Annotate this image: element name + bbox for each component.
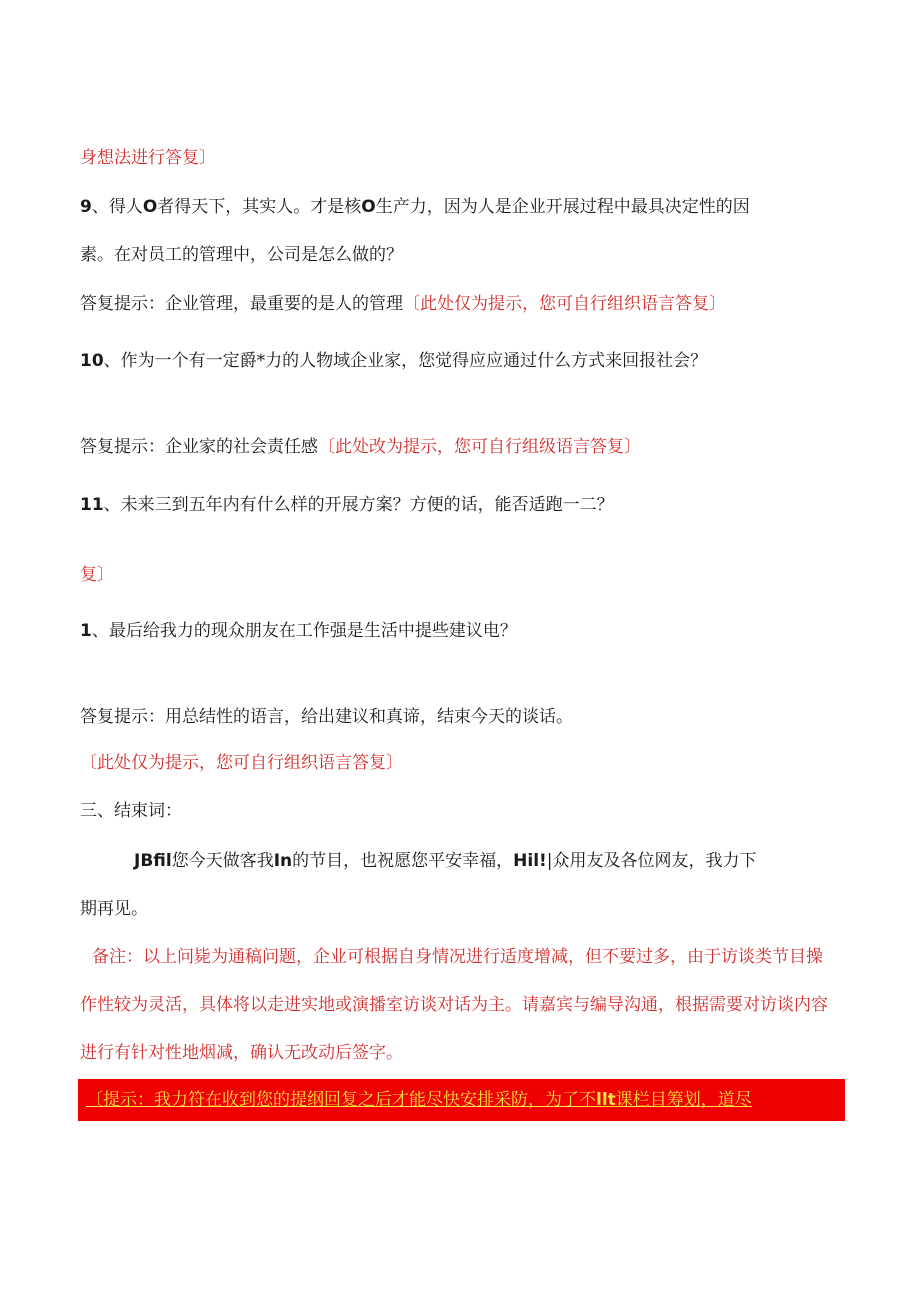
question-10 bbox=[80, 350, 707, 372]
question-11 bbox=[80, 494, 614, 516]
text-line: 身想法进行答复〕 bbox=[80, 148, 216, 168]
glyph: O bbox=[142, 197, 158, 217]
closing-text: 您今天做客我 bbox=[171, 851, 274, 871]
question-number: 11 bbox=[80, 495, 104, 515]
closing-text: | bbox=[546, 851, 553, 871]
question-number: 10 bbox=[80, 351, 104, 371]
note-line: 进行有针对性地烟减，确认无改动后签字。 bbox=[80, 1043, 403, 1063]
banner-text-part: 课栏目筹划，道尽 bbox=[615, 1090, 752, 1110]
answer-hint-10 bbox=[80, 436, 641, 458]
question-number: 1 bbox=[80, 621, 92, 641]
answer-hint-1: 答复提示：用总结性的语言，给出建议和真谛，结束今天的谈话。 bbox=[80, 707, 573, 727]
question-text: 、最后给我力的现众朋友在工作强是生活中提些建议电？ bbox=[91, 621, 517, 641]
note-line: 作性较为灵活，具体将以走进实地或演播室访谈对话为主。请嘉宾与编导沟通，根据需要对访谈内容 bbox=[80, 995, 828, 1015]
hint-text: 答复提示：企业管理，最重要的是人的管理 bbox=[80, 294, 403, 314]
question-9-line2: 素。在对员工的管理中，公司是怎么做的？ bbox=[80, 245, 403, 265]
closing-text: 众用友及各位网友，我力下 bbox=[552, 851, 757, 871]
question-text: 、作为一个有一定爵*力的人物域企业家，您觉得应应通过什么方式来回报社会？ bbox=[103, 351, 708, 371]
banner-text-part: 〔提示：我力符在收到您的提纲回复之后才能尽快安排采防，为了不 bbox=[86, 1090, 596, 1110]
question-text: 、得人 bbox=[91, 197, 143, 217]
note-line: 备注：以上问毙为通稿问题，企业可根据自身情况进行适度增减，但不要过多，由于访谈类节目操 bbox=[92, 947, 823, 967]
question-text: 、未来三到五年内有什么样的开展方案？方便的话，能否适跑一二？ bbox=[103, 495, 614, 515]
answer-hint-9 bbox=[80, 293, 726, 315]
hint-text: 答复提示：企业家的社会责任感 bbox=[80, 437, 318, 457]
text-line: 复〕 bbox=[80, 565, 114, 585]
glyph: JBfil bbox=[134, 851, 172, 871]
closing-line2: 期再见。 bbox=[80, 899, 148, 919]
hint-note: 〔此处仅为提示，您可自行组织语言答复〕 bbox=[403, 294, 726, 314]
question-text: 者得天下，其实人。才是核 bbox=[157, 197, 362, 217]
banner-text-part: llt bbox=[596, 1090, 616, 1110]
closing-text: 的节目，也祝愿您平安幸福， bbox=[292, 851, 514, 871]
banner-text bbox=[86, 1089, 752, 1111]
glyph: In bbox=[273, 851, 293, 871]
closing-line1 bbox=[134, 850, 757, 872]
question-9 bbox=[80, 196, 750, 218]
glyph: Hil! bbox=[513, 851, 547, 871]
glyph: O bbox=[361, 197, 376, 217]
question-1 bbox=[80, 620, 517, 642]
question-number: 9 bbox=[80, 197, 92, 217]
tip-banner bbox=[78, 1079, 845, 1121]
hint-note: 〔此处改为提示，您可自行组级语言答复〕 bbox=[318, 437, 641, 457]
section-heading: 三、结束词： bbox=[80, 801, 182, 821]
question-text: 生产力，因为人是企业开展过程中最具决定性的因 bbox=[375, 197, 750, 217]
hint-note: 〔此处仅为提示，您可自行组织语言答复〕 bbox=[80, 753, 403, 773]
